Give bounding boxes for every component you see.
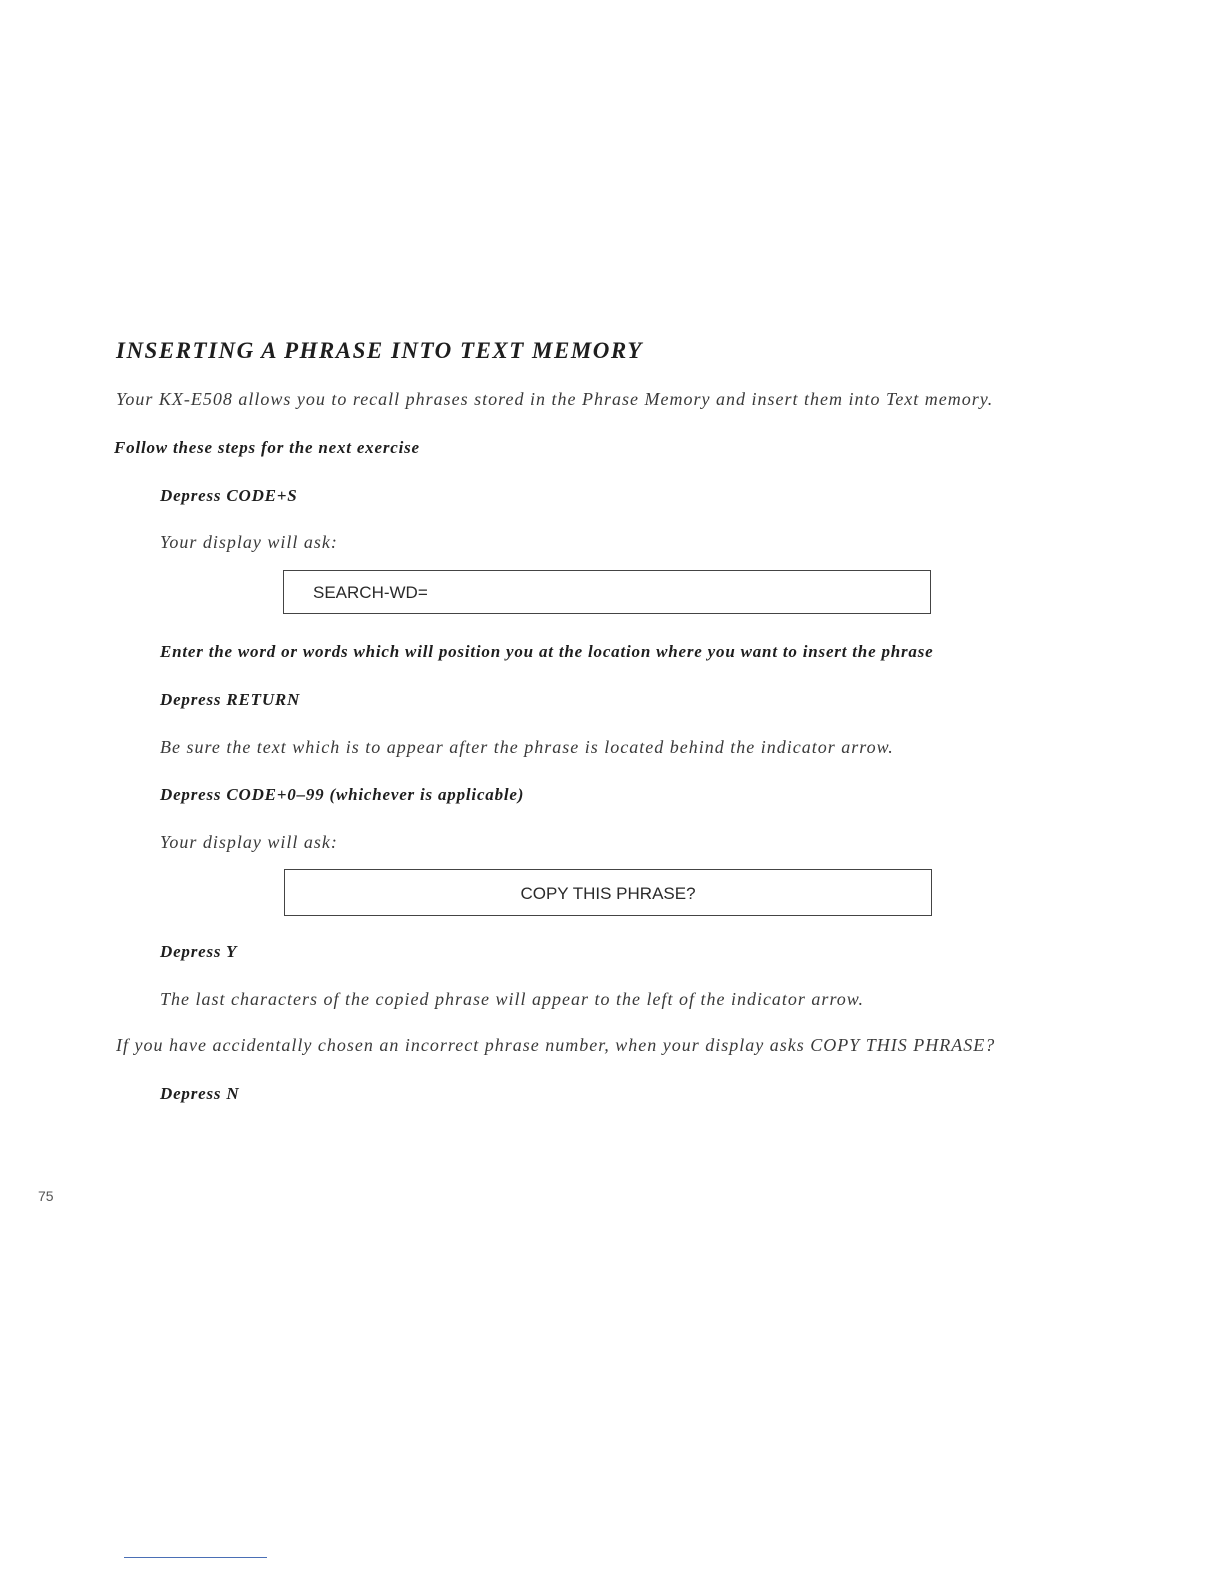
- step-depress-code-s: Depress CODE+S: [160, 486, 298, 505]
- note-indicator-arrow: Be sure the text which is to appear after the phrase is located behind the indicator arrow.: [160, 737, 894, 757]
- step-depress-code-number: Depress CODE+0–99 (whichever is applicable): [160, 785, 525, 804]
- page-number: 75: [38, 1188, 54, 1204]
- step-depress-n: Depress N: [160, 1084, 240, 1103]
- display-ask-label-1: Your display will ask:: [160, 532, 338, 552]
- incorrect-phrase-paragraph: If you have accidentally chosen an incorrect phrase number, when your display asks COPY THIS PHRASE?: [116, 1035, 996, 1055]
- intro-paragraph: Your KX-E508 allows you to recall phrases stored in the Phrase Memory and insert them into Text memory.: [116, 389, 994, 409]
- step-depress-y: Depress Y: [160, 942, 238, 961]
- display-text-search: SEARCH-WD=: [313, 583, 428, 602]
- step-depress-return: Depress RETURN: [160, 690, 301, 709]
- note-copied-phrase: The last characters of the copied phrase will appear to the left of the indicator arrow.: [160, 989, 864, 1009]
- section-title: INSERTING A PHRASE INTO TEXT MEMORY: [116, 338, 643, 363]
- display-box-copy-phrase: [284, 869, 932, 916]
- follow-steps-heading: Follow these steps for the next exercise: [114, 438, 420, 457]
- footer-rule: [124, 1557, 267, 1558]
- step-enter-words: Enter the word or words which will position you at the location where you want to insert the phrase: [160, 642, 934, 661]
- display-box-search: [283, 570, 931, 614]
- display-ask-label-2: Your display will ask:: [160, 832, 338, 852]
- display-text-copy-phrase: COPY THIS PHRASE?: [520, 884, 696, 903]
